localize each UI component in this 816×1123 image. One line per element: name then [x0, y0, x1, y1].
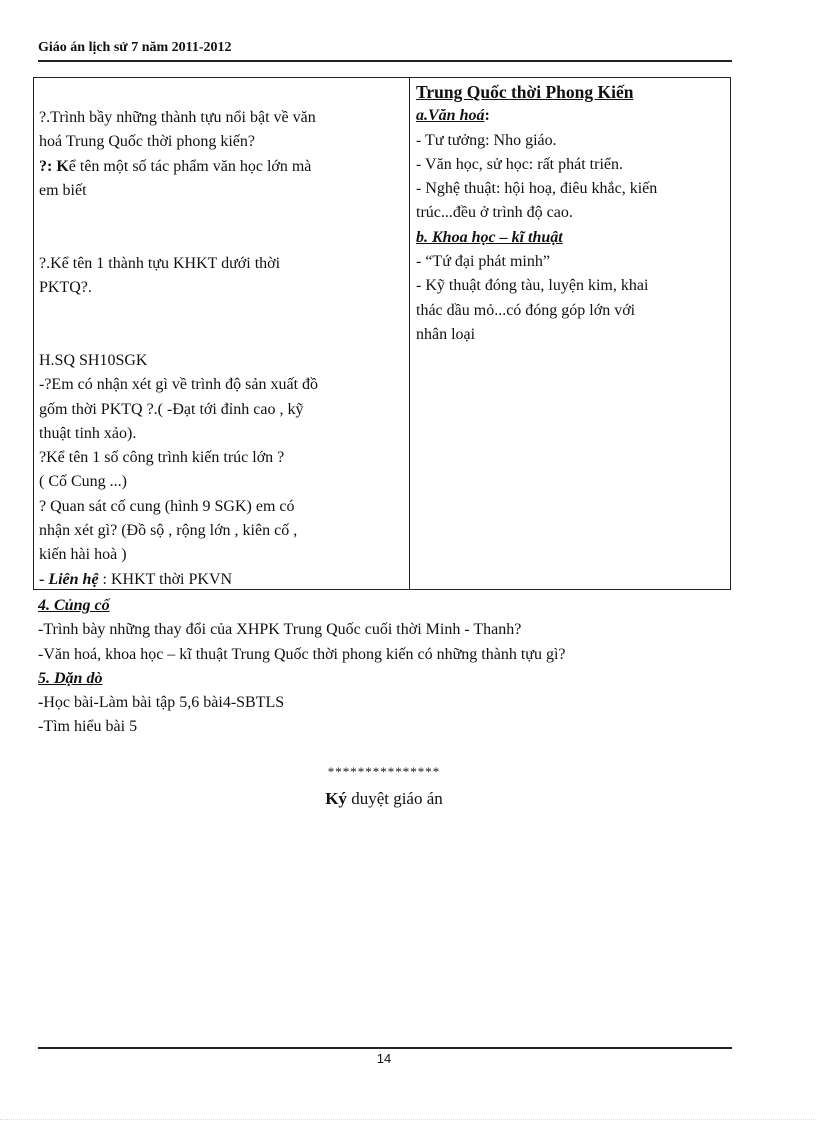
question-line: hoá Trung Quốc thời phong kiến? [39, 133, 256, 151]
question-line: H.SQ SH10SGK [39, 351, 148, 369]
content-line: thác dầu mỏ...có đóng góp lớn với [416, 301, 636, 319]
content-line: nhân loại [416, 325, 476, 343]
question-line: thuật tinh xảo). [39, 424, 137, 442]
question-line: ?.Trình bầy những thành tựu nổi bật về văn [39, 109, 316, 126]
connection-label: Liên hệ [48, 570, 99, 588]
content-line: - Tư tưởng: Nho giáo. [416, 131, 557, 149]
homework-heading [38, 667, 738, 691]
question-line: kiến hài hoà ) [39, 546, 127, 564]
question-line: PKTQ?. [39, 279, 92, 297]
section-title: Trung Quốc thời Phong Kiến [416, 82, 634, 102]
question-text: ể tên một số tác phẩm văn học lớn mà [68, 157, 312, 175]
approval-bold: Ký [325, 789, 347, 808]
closing-section [38, 594, 738, 740]
approval-text: duyệt giáo án [346, 789, 443, 808]
page-header [38, 40, 732, 62]
connection-text: : KHKT thời PKVN [98, 570, 233, 588]
homework-dash: - [38, 694, 44, 712]
connection-line [39, 568, 405, 592]
lesson-table [33, 77, 731, 590]
question-line: em biết [39, 181, 87, 199]
question-line: gốm thời PKTQ ?.( -Đạt tới đỉnh cao , kỹ [39, 400, 304, 418]
consolidation-line: -Trình bày những thay đổi của XHPK Trung Quốc cuối thời Minh - Thanh? [38, 621, 522, 639]
subsection-culture-heading: a.Văn hoá [416, 107, 485, 125]
subsection-science-heading: b. Khoa học – kĩ thuật [416, 228, 563, 246]
consolidation-line: -Văn hoá, khoa học – kĩ thuật Trung Quốc thời phong kiến có những thành tựu gì? [38, 645, 566, 663]
consolidation-heading-text: 4. Củng cố [38, 597, 110, 614]
subsection-science [416, 226, 726, 250]
content-column [410, 78, 730, 589]
question-marker: ?: K [39, 157, 69, 175]
question-line: ?.Kể tên 1 thành tựu KHKT dưới thời [39, 254, 281, 272]
consolidation-heading [38, 594, 738, 618]
content-line: - “Tứ đại phát minh” [416, 253, 550, 271]
subsection-colon: : [484, 107, 490, 125]
page-number: 14 [376, 1051, 392, 1066]
content-line: trúc...đều ở trình độ cao. [416, 204, 573, 222]
content-line: - Văn học, sử học: rất phát triển. [416, 155, 623, 173]
content-line: - Nghệ thuật: hội hoạ, điêu khắc, kiến [416, 180, 658, 198]
content-line: - Kỹ thuật đóng tàu, luyện kim, khai [416, 277, 649, 295]
subsection-culture [416, 104, 726, 128]
homework-heading-text: 5. Dặn dò [38, 669, 103, 687]
footer-rule [38, 1047, 732, 1049]
connection-lead: - [39, 570, 49, 588]
question-line: ? Quan sát cố cung (hình 9 SGK) em có [39, 497, 295, 515]
question-line [39, 155, 405, 179]
approval-line [0, 789, 768, 809]
header-title: Giáo án lịch sử 7 năm 2011-2012 [38, 40, 232, 55]
homework-line [38, 691, 738, 715]
homework-line: -Tìm hiểu bài 5 [38, 718, 138, 736]
separator-stars: *************** [327, 764, 441, 779]
question-line: nhận xét gì? (Đồ sộ , rộng lớn , kiên cố , [39, 522, 298, 540]
page-edge-line [0, 1119, 816, 1120]
question-line: ?Kể tên 1 số công trình kiến trúc lớn ? [39, 449, 285, 467]
question-line: -?Em có nhận xét gì về trình độ sản xuất đồ [39, 376, 319, 394]
homework-text: Học bài-Làm bài tập 5,6 bài4-SBTLS [43, 694, 285, 712]
teacher-activities-column [34, 78, 410, 589]
question-line: ( Cố Cung ...) [39, 473, 127, 491]
